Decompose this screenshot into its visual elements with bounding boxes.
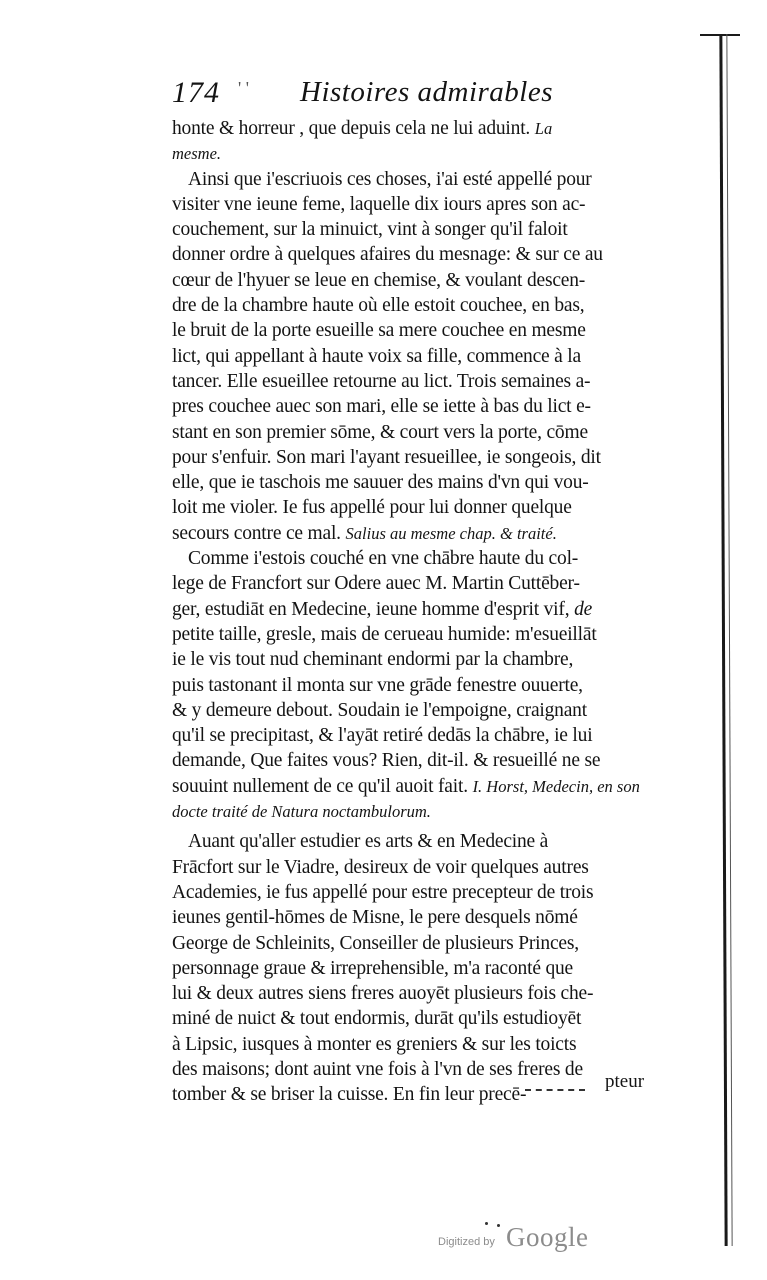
marginal-citation: La <box>534 119 553 138</box>
marginal-citation: I. Horst, Medecin, en son docte traité de Natura noctambulorum. <box>172 776 640 822</box>
text-line: personnage graue & irreprehensible, m'a raconté que <box>172 957 574 979</box>
text-line: stant en son premier sōme, & court vers la porte, cōme <box>172 421 588 443</box>
inline-italic: de <box>574 598 593 620</box>
running-title: Histoires admirables <box>300 76 554 108</box>
page-edge-right-shadow <box>726 34 732 1246</box>
text-line: couchement, sur la minuict, vint à songer qu'il faloit <box>172 219 568 241</box>
text-line: puis tastonant il monta sur vne grāde fenestre ouuerte, <box>172 674 583 696</box>
ink-speck <box>497 1224 500 1227</box>
header-marks: ' ' <box>238 78 249 98</box>
text-line: à Lipsic, iusques à monter es greniers & sur les toicts <box>172 1033 577 1055</box>
text-line: miné de nuict & tout endormis, durāt qu'ils estudioyēt <box>172 1008 582 1030</box>
text-line: George de Schleinits, Conseiller de plusieurs Princes, <box>172 932 579 954</box>
ink-speck <box>485 1222 488 1225</box>
text-line: Academies, ie fus appellé pour estre precepteur de trois <box>172 881 594 903</box>
text-line: lege de Francfort sur Odere auec M. Martin Cuttēber- <box>172 573 580 595</box>
catchword: pteur <box>605 1071 645 1092</box>
text-line: & y demeure debout. Soudain ie l'empoigne, craignant <box>172 699 587 721</box>
text-line: demande, Que faites vous? Rien, dit-il. & resueillé ne se <box>172 750 601 772</box>
text-line: petite taille, gresle, mais de cerueau humide: m'esueillāt <box>172 623 597 645</box>
paragraph-start: Comme i'estois couché en vne chābre haute du col- <box>188 548 579 570</box>
text-line: cœur de l'hyuer se leue en chemise, & voulant descen- <box>172 269 586 291</box>
text-line <box>172 141 678 166</box>
catchword-rule <box>525 1089 585 1093</box>
paragraph-start: Ainsi que i'escriuois ces choses, i'ai esté appellé pour <box>188 168 592 190</box>
text-line: lui & deux autres siens freres auoyēt plusieurs fois che- <box>172 983 594 1005</box>
text-line: lict, qui appellant à haute voix sa fille, commence à la <box>172 345 581 367</box>
digitization-watermark <box>438 1222 618 1262</box>
text-line: ie le vis tout nud cheminant endormi par la chambre, <box>172 649 574 671</box>
text-line: le bruit de la porte esueille sa mere couchee en mesme <box>172 320 586 342</box>
text-line: dre de la chambre haute où elle estoit couchee, en bas, <box>172 295 585 317</box>
text-line: qu'il se precipitast, & l'ayāt retiré dedās la chābre, ie lui <box>172 725 593 747</box>
text-line: souuint nullement de ce qu'il auoit fait. I. Horst, Medecin, en son docte traité de Natura noctambulorum. <box>172 775 640 822</box>
text-line: secours contre ce mal. Salius au mesme chap. & traité. <box>172 522 557 544</box>
google-wordmark: Google <box>506 1222 589 1252</box>
paragraph-start: Auant qu'aller estudier es arts & en Medecine à <box>188 831 549 853</box>
text-line: tancer. Elle esueillee retourne au lict. Trois semaines a- <box>172 370 591 392</box>
page-body <box>172 116 678 1108</box>
digitized-by-label: Digitized by <box>438 1236 495 1248</box>
text-line: loit me violer. Ie fus appellé pour lui donner quelque <box>172 497 572 519</box>
text-line: pour s'enfuir. Son mari l'ayant resueillee, ie songeois, dit <box>172 446 601 468</box>
text-line: ger, estudiāt en Medecine, ieune homme d'esprit vif, de <box>172 598 593 620</box>
text-line: Frācfort sur le Viadre, desireux de voir quelques autres <box>172 856 589 878</box>
marginal-citation: Salius au mesme chap. & traité. <box>345 523 557 543</box>
text-line: visiter vne ieune feme, laquelle dix iours apres son ac- <box>172 193 586 215</box>
text-line: elle, que ie taschois me sauuer des mains d'vn qui vou- <box>172 472 589 494</box>
page-number: 174 <box>172 76 220 109</box>
text-line: des maisons; dont auint vne fois à l'vn de ses freres de <box>172 1058 583 1080</box>
catchword-area <box>525 1071 675 1099</box>
marginal-citation: mesme. <box>172 144 222 164</box>
text-line: donner ordre à quelques afaires du mesnage: & sur ce au <box>172 244 603 266</box>
text-line: ieunes gentil-hōmes de Misne, le pere desquels nōmé <box>172 907 578 929</box>
text-line: tomber & se briser la cuisse. En fin leur precē- <box>172 1084 527 1106</box>
text-line: honte & horreur , que depuis cela ne lui aduint. La <box>172 118 553 139</box>
running-header <box>172 76 662 116</box>
text-line: pres couchee auec son mari, elle se iette à bas du lict e- <box>172 396 591 418</box>
